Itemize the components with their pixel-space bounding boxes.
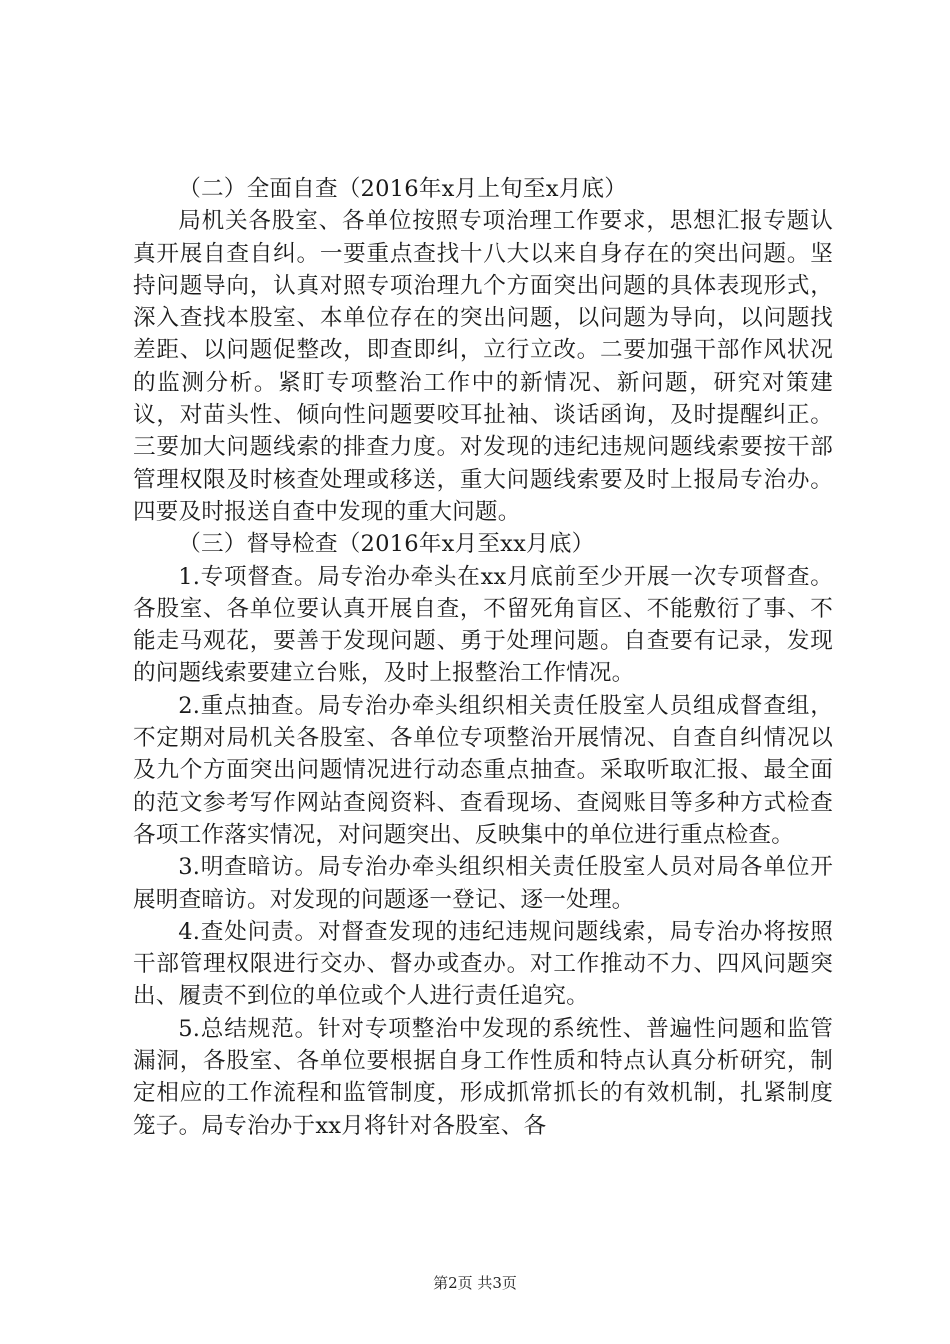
page-footer: 第2页 共3页 — [433, 1274, 517, 1292]
paragraph-special-inspection: 1.专项督查。局专治办牵头在xx月底前至少开展一次专项督查。各股室、各单位要认真开展自查，不留死角盲区、不能敷衍了事、不能走马观花，要善于发现问题、勇于处理问题。自查要有记录，发现的问题线索要建立台账，及时上报整治工作情况。 — [133, 563, 833, 687]
paragraph-accountability: 4.查处问责。对督查发现的违纪违规问题线索，局专治办将按照干部管理权限进行交办、督办或查办。对工作推动不力、四风问题突出、履责不到位的单位或个人进行责任追究。 — [133, 918, 833, 1010]
document-body — [133, 173, 833, 1142]
paragraph-open-secret-visit: 3.明查暗访。局专治办牵头组织相关责任股室人员对局各单位开展明查暗访。对发现的问题逐一登记、逐一处理。 — [133, 854, 833, 913]
section-heading-self-check: （二）全面自查（2016年x月上旬至x月底） — [178, 176, 628, 202]
section-heading-supervision: （三）督导检查（2016年x月至xx月底） — [178, 531, 595, 558]
paragraph-key-spot-check: 2.重点抽查。局专治办牵头组织相关责任股室人员组成督查组，不定期对局机关各股室、各单位专项整治开展情况、自查自纠情况以及九个方面突出问题情况进行动态重点抽查。采取听取汇报、最全面的范文参考写作网站查阅资料、查看现场、查阅账目等多种方式检查各项工作落实情况，对问题突出、反映集中的单位进行重点检查。 — [133, 692, 833, 848]
paragraph-self-check: 局机关各股室、各单位按照专项治理工作要求，思想汇报专题认真开展自查自纠。一要重点查找十八大以来自身存在的突出问题。坚持问题导向，认真对照专项治理九个方面突出问题的具体表现形式，深入查找本股室、本单位存在的突出问题，以问题为导向，以问题找差距、以问题促整改，即查即纠，立行立改。二要加强干部作风状况的监测分析。紧盯专项整治工作中的新情况、新问题，研究对策建议，对苗头性、倾向性问题要咬耳扯袖、谈话函询，及时提醒纠正。三要加大问题线索的排查力度。对发现的违纪违规问题线索要按干部管理权限及时核查处理或移送，重大问题线索要及时上报局专治办。四要及时报送自查中发现的重大问题。 — [133, 208, 833, 525]
paragraph-summary-standardize: 5.总结规范。针对专项整治中发现的系统性、普遍性问题和监管漏洞，各股室、各单位要根据自身工作性质和特点认真分析研究，制定相应的工作流程和监管制度，形成抓常抓长的有效机制，扎紧制度笼子。局专治办于xx月将针对各股室、各 — [133, 1015, 833, 1139]
